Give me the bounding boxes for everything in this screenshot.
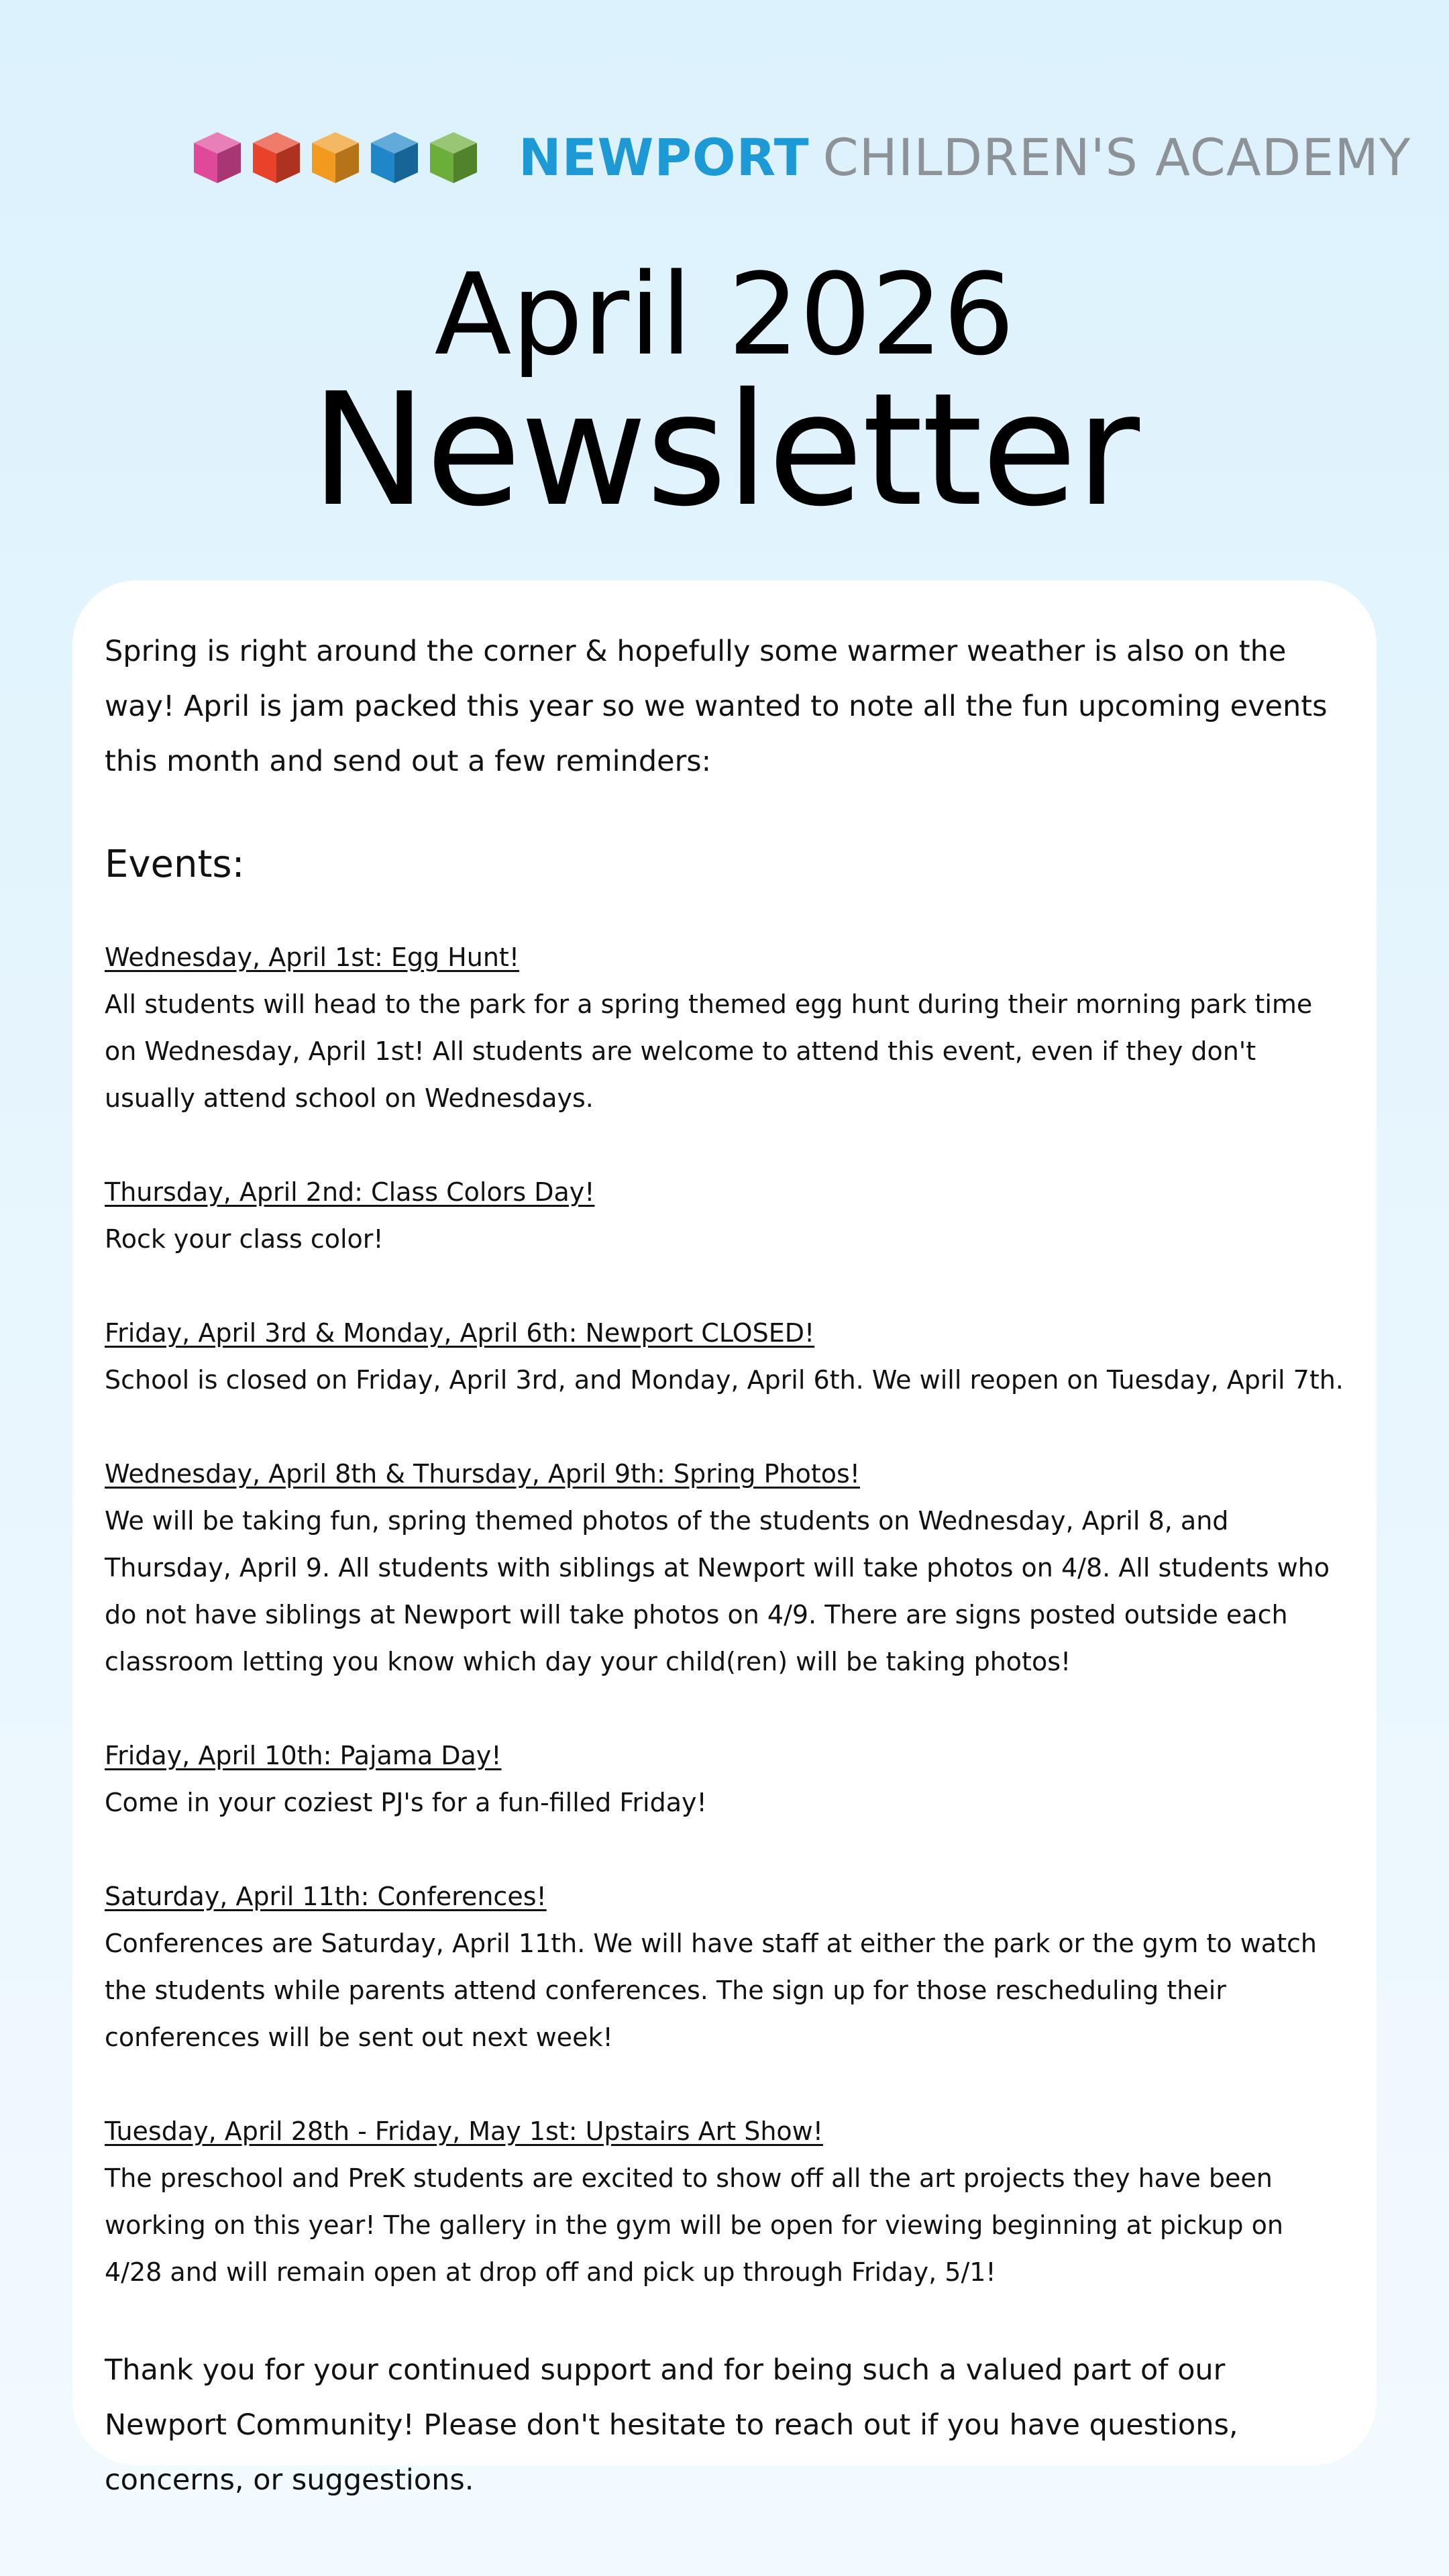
event-title: Tuesday, April 28th - Friday, May 1st: Upstairs Art Show! bbox=[105, 2116, 823, 2146]
event-description: Conferences are Saturday, April 11th. We will have staff at either the park or the gym to watch the students while parents attend conferences. The sign up for those rescheduling their conferences will be sent out next week! bbox=[105, 1929, 1317, 2052]
cube-icon-pink bbox=[191, 129, 244, 186]
event-description: All students will head to the park for a spring themed egg hunt during their morning park time on Wednesday, April 1st! All students are welcome to attend this event, even if they don't usually attend school on Wednesdays. bbox=[105, 989, 1313, 1113]
event-description: Come in your coziest PJ's for a fun-filled Friday! bbox=[105, 1788, 707, 1817]
event-item-closed bbox=[105, 1309, 1344, 1403]
newsletter-title: Newsletter bbox=[310, 360, 1139, 541]
newsletter-header bbox=[0, 0, 1449, 577]
event-description: We will be taking fun, spring themed photos of the students on Wednesday, April 8, and Thursday, April 9. All students with siblings at Newport will take photos on 4/8. All students who do not have siblings at Newport will take photos on 4/9. There are signs posted outside each classroom letting you know which day your child(ren) will be taking photos! bbox=[105, 1506, 1330, 1676]
event-item-art-show bbox=[105, 2108, 1344, 2296]
event-title: Wednesday, April 8th & Thursday, April 9th: Spring Photos! bbox=[105, 1459, 861, 1489]
event-item-egg-hunt bbox=[105, 934, 1344, 1122]
events-heading: Events: bbox=[105, 843, 245, 886]
event-item-spring-photos bbox=[105, 1450, 1344, 1685]
event-title: Wednesday, April 1st: Egg Hunt! bbox=[105, 943, 520, 972]
logo-cubes bbox=[191, 129, 480, 186]
event-title: Saturday, April 11th: Conferences! bbox=[105, 1882, 547, 1911]
newsletter-card bbox=[72, 580, 1377, 2497]
event-list bbox=[105, 934, 1344, 2296]
brand-name-light: CHILDREN'S ACADEMY bbox=[822, 127, 1411, 187]
academy-name bbox=[519, 127, 1411, 187]
event-title: Friday, April 10th: Pajama Day! bbox=[105, 1741, 502, 1770]
event-description: School is closed on Friday, April 3rd, and Monday, April 6th. We will reopen on Tuesday, April 7th. bbox=[105, 1365, 1344, 1395]
event-item-pajama-day bbox=[105, 1732, 1344, 1826]
cube-icon-red bbox=[250, 129, 303, 186]
academy-logo bbox=[191, 127, 1411, 188]
event-description: The preschool and PreK students are excited to show off all the art projects they have been working on this year! The gallery in the gym will be open for viewing beginning at pickup on 4/28 and will remain open at drop off and pick up through Friday, 5/1! bbox=[105, 2163, 1283, 2287]
brand-name-strong: NEWPORT bbox=[519, 127, 810, 187]
event-item-class-colors bbox=[105, 1169, 1344, 1263]
event-item-conferences bbox=[105, 1873, 1344, 2061]
event-title: Friday, April 3rd & Monday, April 6th: Newport CLOSED! bbox=[105, 1318, 815, 1348]
event-description: Rock your class color! bbox=[105, 1224, 384, 1254]
cube-icon-blue bbox=[368, 129, 421, 186]
closing-paragraph: Thank you for your continued support and for being such a valued part of our Newport Community! Please don't hesitate to reach out if you have questions, concerns, or suggestions. bbox=[105, 2353, 1238, 2497]
event-title: Thursday, April 2nd: Class Colors Day! bbox=[105, 1177, 595, 1207]
intro-paragraph: Spring is right around the corner & hopefully some warmer weather is also on the way! April is jam packed this year so we wanted to note all the fun upcoming events this month and send out a few reminders: bbox=[105, 635, 1328, 778]
cube-icon-orange bbox=[309, 129, 362, 186]
cube-icon-green bbox=[427, 129, 480, 186]
newsletter-month: April 2026 bbox=[434, 249, 1015, 380]
